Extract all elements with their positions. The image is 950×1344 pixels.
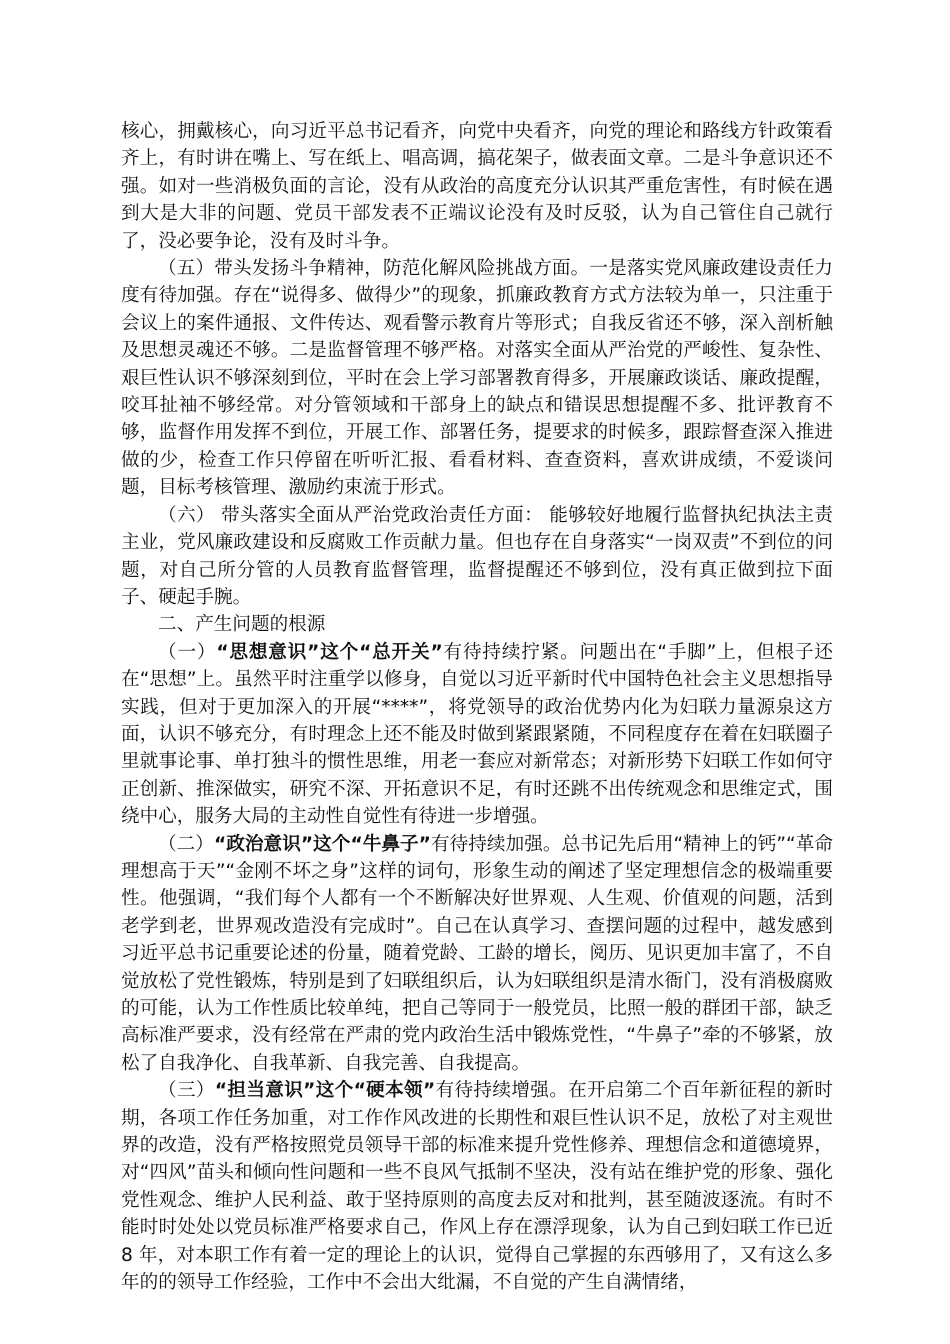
section-heading-root-causes: 二、产生问题的根源	[158, 614, 326, 636]
bold-key-phrase: “担当意识”这个“硬本领”	[214, 1080, 436, 1102]
paragraph-text: 有待持续拧紧。问题出在“手脚”上，但根子还在“思想”上。虽然平时注重学以修身，自觉以习近平新时代中国特色社会主义思想指导实践，但对于更加深入的开展“****”，将党领导的政治优势内化为妇联力量源泉这方面，认识不够充分，有时理念上还不能及时做到紧跟紧随，不同程度存在着在妇联圈子里就事论事、单打独斗的惯性思维，用老一套应对新常态；对新形势下妇联工作如何守正创新、推深做实，研究不深、开拓意识不足，有时还跳不出传统观念和思维定式，围绕中心，服务大局的主动性自觉性有待进一步增强。	[121, 641, 833, 828]
paragraph-political-awareness	[121, 831, 833, 1078]
paragraph-section-five: （五）带头发扬斗争精神，防范化解风险挑战方面。一是落实党风廉政建设责任力度有待加强。存在“说得多、做得少”的现象，抓廉政教育方式方法较为单一，只注重于会议上的案件通报、文件传达、观看警示教育片等形式；自我反省还不够，深入剖析触及思想灵魂还不够。二是监督管理不够严格。对落实全面从严治党的严峻性、复杂性、艰巨性认识不够深刻到位，平时在会上学习部署教育得多，开展廉政谈话、廉政提醒，咬耳扯袖不够经常。对分管领域和干部身上的缺点和错误思想提醒不多、批评教育不够，监督作用发挥不到位，开展工作、部署任务，提要求的时候多，跟踪督查深入推进做的少，检查工作只停留在听听汇报、看看材料、查查资料，喜欢讲成绩，不爱谈问题，目标考核管理、激励约束流于形式。	[121, 258, 833, 499]
paragraph-section-six: （六） 带头落实全面从严治党政治责任方面： 能够较好地履行监督执纪执法主责主业，党风廉政建设和反腐败工作贡献力量。但也存在自身落实“一岗双责”不到位的问题，对自己所分管的人员教育监督管理，监督提醒还不够到位，没有真正做到拉下面子、硬起手腕。	[121, 504, 833, 608]
bold-key-phrase: “思想意识”这个“总开关”	[216, 641, 443, 663]
bold-key-phrase: “政治意识”这个“牛鼻子”	[213, 833, 431, 855]
paragraph-core-alignment: 核心，拥戴核心，向习近平总书记看齐，向党中央看齐，向党的理论和路线方针政策看齐上，有时讲在嘴上、写在纸上、唱高调，搞花架子，做表面文章。二是斗争意识还不强。如对一些消极负面的言论，没有从政治的高度充分认识其严重危害性，有时候在遇到大是大非的问题、党员干部发表不正端议论没有及时反驳，认为自己管住自己就行了，没必要争论，没有及时斗争。	[121, 121, 833, 252]
paragraph-text: 有待持续加强。总书记先后用“精神上的钙”“革命理想高于天”“金刚不坏之身”这样的词句，形象生动的阐述了坚定理想信念的极端重要性。他强调，“我们每个人都有一个不断解决好世界观、人生观、价值观的问题，活到老学到老，世界观改造没有完成时”。自己在认真学习、查摆问题的过程中，越发感到习近平总书记重要论述的份量，随着党龄、工龄的增长，阅历、见识更加丰富了，不自觉放松了党性锻炼，特别是到了妇联组织后，认为妇联组织是清水衙门，没有消极腐败的可能，认为工作性质比较单纯，把自己等同于一般党员，比照一般的群团干部，缺乏高标准严要求，没有经常在严肃的党内政治生活中锻炼党性，“牛鼻子”牵的不够紧，放松了自我净化、自我革新、自我完善、自我提高。	[121, 833, 833, 1074]
item-number: （三）	[158, 1080, 215, 1102]
paragraph-responsibility-awareness	[121, 1077, 833, 1296]
document-body	[121, 118, 833, 1296]
paragraph-text: 有待持续增强。在开启第二个百年新征程的新时期，各项工作任务加重，对工作作风改进的长期性和艰巨性认识不足，放松了对主观世界的改造，没有严格按照党员领导干部的标准来提升党性修养、理想信念和道德境界，对“四风”苗头和倾向性问题和一些不良风气抵制不坚决，没有站在维护党的形象、强化党性观念、维护人民利益、敢于坚持原则的高度去反对和批判，甚至随波逐流。有时不能时时处处以党员标准严格要求自己，作风上存在漂浮现象，认为自己到妇联工作已近 8 年，对本职工作有着一定的理论上的认识，觉得自己掌握的东西够用了，又有这么多年的的领导工作经验，工作中不会出大纰漏，不自觉的产生自满情绪，	[121, 1080, 833, 1294]
item-number: （一）	[158, 641, 217, 663]
item-number: （二）	[158, 833, 214, 855]
paragraph-thought-awareness	[121, 639, 833, 831]
